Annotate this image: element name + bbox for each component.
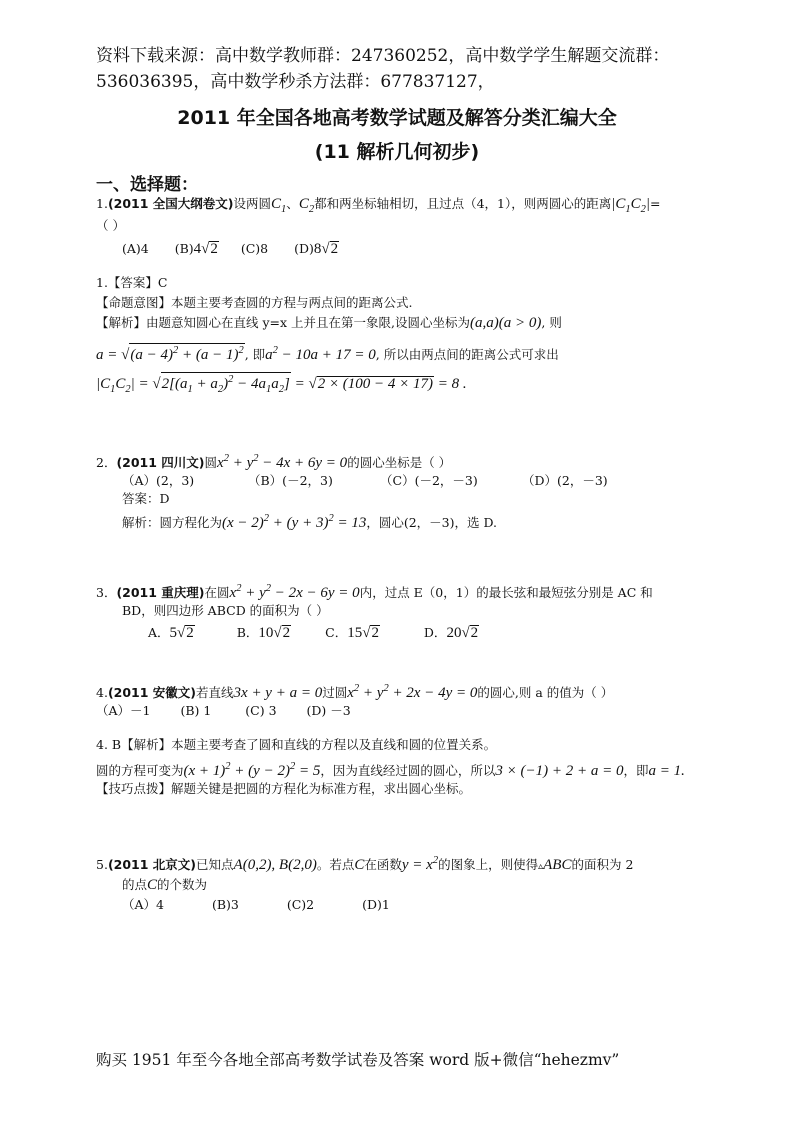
q1-analysis-2: [96, 342, 559, 364]
q4-stem-text-3: 的圆心,则 a 的值为（ ）: [477, 685, 614, 700]
q3-option-b-value: 10√2: [258, 625, 291, 641]
section-heading: 一、选择题：: [96, 175, 198, 195]
q1-option-b: (B): [174, 241, 194, 256]
q4-analysis: [96, 758, 685, 780]
q4-stem-text-2: 过圆: [322, 685, 348, 700]
q1-intent: 【命题意图】本题主要考查圆的方程与两点间的距离公式.: [96, 295, 413, 310]
q5-point-c-2: C: [147, 877, 158, 893]
q2-answer: 答案：D: [122, 491, 170, 506]
q4-circle-eq: $x^2 + y^2 + 2x - 4y = 0$: [347, 683, 478, 701]
q2-option-b: （B）(－2，3): [248, 473, 333, 488]
q3-option-d: D．: [423, 625, 447, 640]
q4-option-c: (C) 3: [245, 703, 277, 718]
q2-analysis-text: 解析：圆方程化为: [122, 515, 223, 530]
q4-tip: 【技巧点拨】解题关键是把圆的方程化为标准方程，求出圆心坐标。: [96, 781, 472, 796]
q2-analysis-text-2: ，圆心(2，－3)，选 D.: [366, 515, 498, 530]
q1-stem-sep: 、: [286, 196, 299, 211]
q5-point-c: C: [354, 857, 365, 873]
q5-stem-text: 已知点: [196, 857, 234, 872]
q1-center-expr: (a,a)(a > 0): [470, 315, 542, 331]
q3-stem-1: [96, 580, 653, 602]
q1-stem-eq: =: [650, 196, 661, 211]
q4-option-a: （A）－1: [96, 703, 151, 718]
q3-circle-eq: $x^2 + y^2 - 2x - 6y = 0$: [229, 583, 360, 601]
q4-stem-text: 若直线: [196, 685, 234, 700]
q4-option-b: (B) 1: [180, 703, 212, 718]
q2-option-a: （A）(2，3): [122, 473, 195, 488]
q5-points: A(0,2), B(2,0): [233, 857, 317, 873]
q1-analysis-1: [96, 314, 562, 332]
q4-number: 4.: [96, 685, 108, 700]
q2-stem: [96, 450, 451, 472]
q3-option-c-value: 15√2: [347, 625, 379, 641]
q1-circle-c2: $C_2$: [298, 196, 315, 215]
q3-option-b: B．: [236, 625, 259, 640]
footer-note: 购买 1951 年至今各地全部高考数学试卷及答案 word 版+微信“hehezmv”: [96, 1051, 620, 1069]
q1-analysis-dist: , 所以由两点间的距离公式可求出: [375, 347, 559, 362]
q5-number: 5.: [96, 857, 108, 872]
q1-option-b-value: 4√2: [193, 241, 218, 257]
q3-option-a: A．: [148, 625, 170, 640]
q4-analysis-text-2: ，因为直线经过圆的圆心，所以: [320, 763, 496, 778]
q3-stem-text-2: 内，过点 E（0，1）的最长弦和最短弦分别是 AC 和: [359, 585, 653, 600]
q5-stem-text-7: 的个数为: [157, 877, 208, 892]
q3-source: (2011 重庆理): [116, 585, 205, 600]
q4-source: (2011 安徽文): [107, 685, 197, 700]
q5-options: [122, 896, 390, 914]
document-subtitle: (11 解析几何初步): [314, 141, 480, 163]
q1-distance-result: $|C_1C_2| = √2[(a_1 + a_2)^2 - 4a_1a_2] = √2 \times (100 - 4 \times 17) = 8$ .: [96, 374, 467, 395]
q4-result: a = 1.: [648, 763, 685, 779]
q1-distance-expr: $|C_1C_2|$: [611, 196, 651, 215]
q1-option-d: (D): [294, 241, 314, 256]
q2-source: (2011 四川文): [116, 455, 205, 470]
q4-option-d: (D) －3: [306, 703, 351, 718]
q5-stem-text-6: 的点: [122, 877, 148, 892]
q4-analysis-text-3: ，即: [623, 763, 649, 778]
q1-options: [122, 240, 339, 258]
q4-stem: [96, 680, 613, 702]
q4-answer: 4. B【解析】本题主要考查了圆和直线的方程以及直线和圆的位置关系。: [96, 737, 497, 752]
q1-analysis-3: [96, 372, 467, 399]
q5-stem-text-3: 在函数: [364, 857, 402, 872]
q1-stem-text-2: 都和两坐标轴相切，且过点（4，1），则两圆心的距离: [314, 196, 612, 211]
q3-options: [148, 624, 479, 642]
q3-option-d-value: 20√2: [446, 625, 479, 641]
q5-function: $y = x^2$: [401, 855, 439, 873]
q1-option-d-value: 8√2: [313, 241, 339, 257]
q2-analysis: [122, 510, 497, 532]
document-title: 2011 年全国各地高考数学试题及解答分类汇编大全: [177, 107, 617, 129]
q2-stem-text: 圆: [204, 455, 218, 470]
q1-analysis-ie: , 即: [244, 347, 266, 362]
q3-option-c: C．: [325, 625, 348, 640]
q2-option-c: （C）(－2，－3): [380, 473, 478, 488]
q1-quadratic: $a^2 - 10a + 17 = 0$: [265, 345, 376, 363]
q5-stem-2: [122, 876, 207, 894]
q1-number: 1.: [96, 196, 108, 211]
q2-circle-eq: $x^2 + y^2 - 4x + 6y = 0$: [217, 453, 348, 471]
q5-option-a: （A）4: [122, 897, 164, 912]
q1-stem-text: 设两圆: [233, 196, 272, 211]
q5-triangle: ▵ABC: [538, 857, 572, 873]
q4-line-eq: 3x + y + a = 0: [233, 685, 323, 701]
header-line-1: 资料下载来源：高中数学教师群：247360252，高中数学学生解题交流群：: [96, 46, 670, 66]
q2-option-d: （D）(2，－3): [522, 473, 608, 488]
q2-standard-form: $(x - 2)^2 + (y + 3)^2 = 13$: [222, 513, 367, 531]
header-line-2: 536036395，高中数学秒杀方法群：677837127，: [96, 72, 495, 92]
q5-option-b: (B)3: [211, 897, 239, 912]
q1-option-c: (C)8: [240, 241, 269, 256]
q4-options: [96, 702, 351, 720]
q4-standard-form: $(x + 1)^2 + (y - 2)^2 = 5$: [183, 761, 321, 779]
q5-stem-text-5: 的面积为 2: [571, 857, 634, 872]
q4-analysis-text: 圆的方程可变为: [96, 763, 184, 778]
q5-stem-text-4: 的图象上，则使得: [438, 857, 539, 872]
q3-option-a-value: 5√2: [169, 625, 194, 641]
q1-analysis-then: , 则: [541, 315, 562, 330]
q2-stem-text-2: 的圆心坐标是（ ）: [347, 455, 452, 470]
q2-number: 2．: [96, 455, 117, 470]
q3-stem-2: BD，则四边形 ABCD 的面积为（ ）: [122, 603, 329, 618]
q5-stem-text-2: 。若点: [316, 857, 355, 872]
q5-option-d: (D)1: [362, 897, 390, 912]
q5-stem-1: [96, 852, 633, 876]
q1-radius-eq: $a = √(a - 4)^2 + (a - 1)^2$: [96, 345, 244, 363]
q1-option-a: (A)4: [122, 241, 149, 256]
q1-analysis-text: 【解析】由题意知圆心在直线 y=x 上并且在第一象限,设圆心坐标为: [96, 315, 471, 330]
q5-source: (2011 北京文): [107, 857, 197, 872]
q1-paren: （ ）: [96, 218, 125, 233]
q3-number: 3．: [96, 585, 117, 600]
q1-answer: 1.【答案】C: [96, 275, 168, 290]
q1-stem: [96, 195, 661, 219]
q5-option-c: (C)2: [286, 897, 315, 912]
q3-stem-text: 在圆: [204, 585, 230, 600]
q1-circle-c1: $C_1$: [271, 196, 287, 215]
q4-substitution: 3 × (−1) + 2 + a = 0: [495, 763, 624, 779]
q1-source: (2011 全国大纲卷文): [107, 196, 234, 211]
